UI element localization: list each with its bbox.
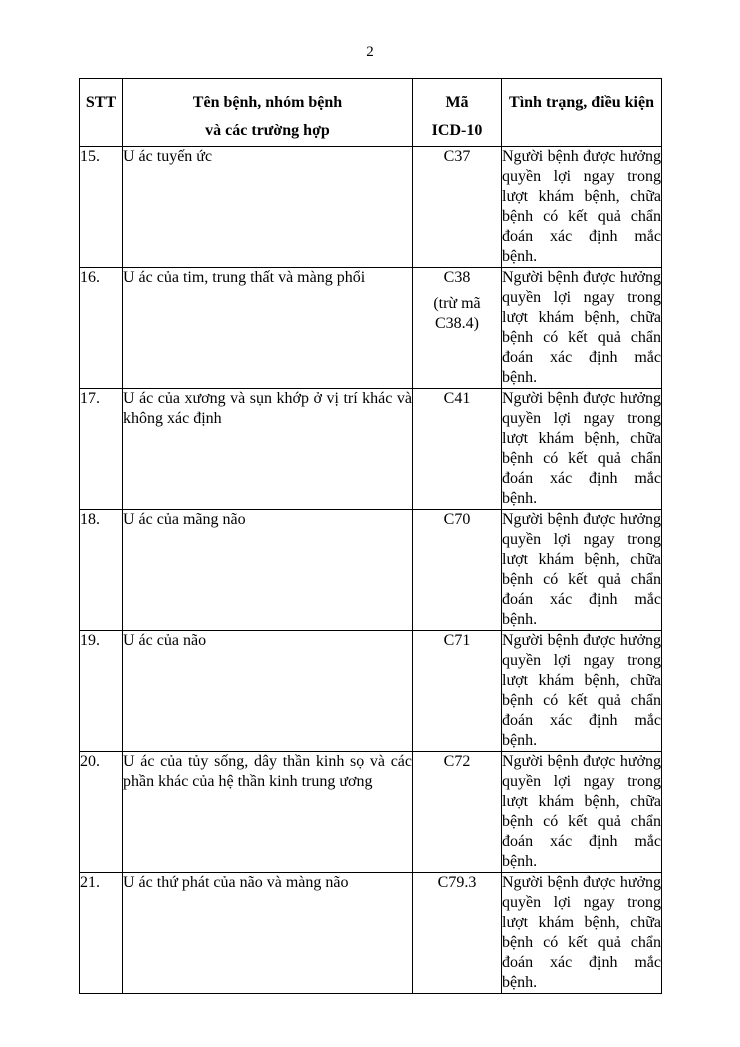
row-condition: Người bệnh được hưởng quyền lợi ngay trong lượt khám bệnh, chữa bệnh có kết quả chẩn đoán xác định mắc bệnh. bbox=[502, 631, 662, 752]
table-header-row bbox=[80, 79, 662, 147]
row-condition: Người bệnh được hưởng quyền lợi ngay trong lượt khám bệnh, chữa bệnh có kết quả chẩn đoán xác định mắc bệnh. bbox=[502, 510, 662, 631]
header-stt: STT bbox=[80, 79, 123, 147]
header-icd-code bbox=[413, 79, 502, 147]
table-row bbox=[80, 752, 662, 873]
icd-code-value: C38 bbox=[443, 269, 471, 286]
row-disease-name: U ác của xương và sụn khớp ở vị trí khác và không xác định bbox=[123, 389, 413, 510]
row-stt: 19. bbox=[80, 631, 123, 752]
row-condition: Người bệnh được hưởng quyền lợi ngay trong lượt khám bệnh, chữa bệnh có kết quả chẩn đoán xác định mắc bệnh. bbox=[502, 389, 662, 510]
row-icd-code bbox=[413, 873, 502, 994]
icd-code-value: C72 bbox=[443, 753, 471, 770]
row-condition: Người bệnh được hưởng quyền lợi ngay trong lượt khám bệnh, chữa bệnh có kết quả chẩn đoán xác định mắc bệnh. bbox=[502, 147, 662, 268]
icd-code-value: C71 bbox=[443, 632, 471, 649]
header-disease-name-line2: và các trường hợp bbox=[205, 122, 330, 139]
row-disease-name: U ác của não bbox=[123, 631, 413, 752]
header-icd-code-line1: Mã bbox=[445, 94, 469, 111]
row-icd-code bbox=[413, 510, 502, 631]
row-condition: Người bệnh được hưởng quyền lợi ngay trong lượt khám bệnh, chữa bệnh có kết quả chẩn đoán xác định mắc bệnh. bbox=[502, 873, 662, 994]
disease-table bbox=[79, 78, 662, 994]
row-stt: 20. bbox=[80, 752, 123, 873]
icd-code-note: (trừ mã C38.4) bbox=[433, 295, 481, 332]
row-icd-code bbox=[413, 268, 502, 389]
table-row bbox=[80, 268, 662, 389]
row-disease-name: U ác tuyến ức bbox=[123, 147, 413, 268]
row-stt: 16. bbox=[80, 268, 123, 389]
header-icd-code-line2: ICD-10 bbox=[431, 122, 483, 139]
table-row bbox=[80, 389, 662, 510]
icd-code-value: C37 bbox=[443, 148, 471, 165]
icd-code-value: C79.3 bbox=[437, 874, 477, 891]
header-disease-name bbox=[123, 79, 413, 147]
row-stt: 17. bbox=[80, 389, 123, 510]
header-disease-name-line1: Tên bệnh, nhóm bệnh bbox=[192, 94, 343, 111]
row-stt: 18. bbox=[80, 510, 123, 631]
table-row bbox=[80, 631, 662, 752]
row-condition: Người bệnh được hưởng quyền lợi ngay trong lượt khám bệnh, chữa bệnh có kết quả chẩn đoán xác định mắc bệnh. bbox=[502, 752, 662, 873]
row-icd-code bbox=[413, 389, 502, 510]
table-row bbox=[80, 510, 662, 631]
icd-code-value: C41 bbox=[443, 390, 471, 407]
row-disease-name: U ác của tủy sống, dây thần kinh sọ và các phần khác của hệ thần kinh trung ương bbox=[123, 752, 413, 873]
table-row bbox=[80, 873, 662, 994]
row-stt: 21. bbox=[80, 873, 123, 994]
row-condition: Người bệnh được hưởng quyền lợi ngay trong lượt khám bệnh, chữa bệnh có kết quả chẩn đoán xác định mắc bệnh. bbox=[502, 268, 662, 389]
icd-code-value: C70 bbox=[443, 511, 471, 528]
page-number: 2 bbox=[366, 44, 374, 60]
row-disease-name: U ác của mãng não bbox=[123, 510, 413, 631]
row-disease-name: U ác của tim, trung thất và màng phổi bbox=[123, 268, 413, 389]
row-disease-name: U ác thứ phát của não và màng não bbox=[123, 873, 413, 994]
row-icd-code bbox=[413, 752, 502, 873]
header-condition: Tình trạng, điều kiện bbox=[502, 79, 662, 147]
row-icd-code bbox=[413, 147, 502, 268]
row-icd-code bbox=[413, 631, 502, 752]
row-stt: 15. bbox=[80, 147, 123, 268]
table-row bbox=[80, 147, 662, 268]
